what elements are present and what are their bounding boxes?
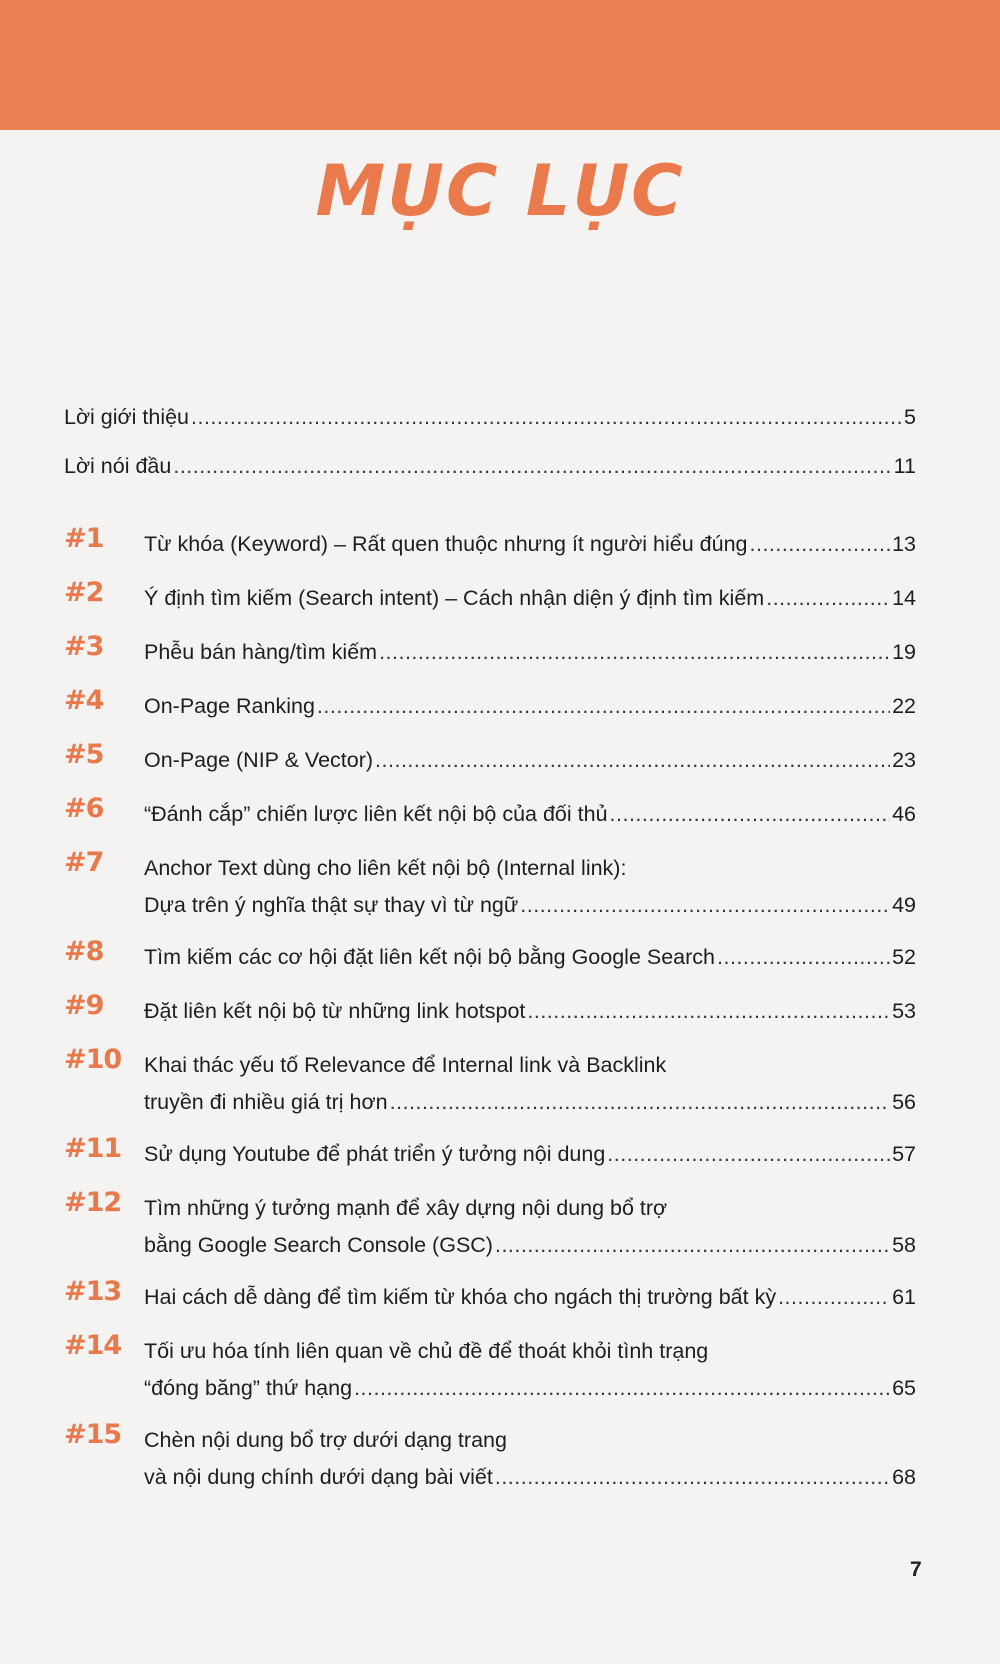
chapter-title: On-Page (NIP & Vector) (144, 748, 374, 772)
chapter-page: 22 (892, 694, 916, 718)
chapter-number: #14 (64, 1330, 122, 1361)
chapter-title: Tìm kiếm các cơ hội đặt liên kết nội bộ bằng Google Search (144, 945, 716, 969)
chapter-title: On-Page Ranking (144, 694, 315, 718)
chapter-title: Tối ưu hóa tính liên quan về chủ đề để thoát khỏi tình trạng (144, 1339, 709, 1363)
dot-leader (317, 689, 890, 723)
chapter-title: Phễu bán hàng/tìm kiếm (144, 640, 378, 664)
chapter-title-cont: truyền đi nhiều giá trị hơn (144, 1090, 388, 1114)
chapter-page: 61 (892, 1285, 916, 1309)
chapter-title: Từ khóa (Keyword) – Rất quen thuộc nhưng ít người hiểu đúng (144, 532, 748, 556)
chapter-page: 53 (892, 999, 916, 1023)
chapter-number: #12 (64, 1187, 122, 1218)
dot-leader (354, 1371, 890, 1405)
chapter-number: #6 (64, 793, 104, 824)
dot-leader (495, 1460, 890, 1494)
chapter-number: #3 (64, 631, 104, 662)
dot-leader (750, 527, 891, 561)
chapter-page: 68 (892, 1465, 916, 1489)
page-number: 7 (910, 1558, 922, 1581)
chapter-page: 58 (892, 1233, 916, 1257)
dot-leader (610, 797, 891, 831)
page-title: MỤC LỤC (315, 150, 685, 232)
chapter-number: #7 (64, 847, 104, 878)
dot-leader (390, 1085, 891, 1119)
chapter-number: #15 (64, 1419, 122, 1450)
chapter-number: #10 (64, 1044, 122, 1075)
chapter-title-cont: và nội dung chính dưới dạng bài viết (144, 1465, 493, 1489)
chapter-page: 52 (892, 945, 916, 969)
chapter-page: 14 (892, 586, 916, 610)
chapter-title: Ý định tìm kiếm (Search intent) – Cách nhận diện ý định tìm kiếm (144, 586, 765, 610)
chapter-page: 23 (892, 748, 916, 772)
dot-leader (375, 743, 890, 777)
toc-entry-intro-2[interactable] (64, 449, 916, 483)
dot-leader (766, 581, 890, 615)
chapter-title-cont: bằng Google Search Console (GSC) (144, 1233, 493, 1257)
chapter-number: #9 (64, 990, 104, 1021)
dot-leader (495, 1228, 890, 1262)
chapter-page: 49 (892, 893, 916, 917)
top-color-band (0, 0, 1000, 130)
chapter-number: #11 (64, 1133, 122, 1164)
toc-entry-title: Lời giới thiệu (64, 405, 190, 429)
dot-leader (173, 449, 891, 483)
chapter-title: “Đánh cắp” chiến lược liên kết nội bộ của đối thủ (144, 802, 608, 826)
dot-leader (717, 940, 890, 974)
dot-leader (520, 888, 890, 922)
chapter-title-cont: “đóng băng” thứ hạng (144, 1376, 353, 1400)
chapter-title: Đặt liên kết nội bộ từ những link hotspot (144, 999, 526, 1023)
dot-leader (379, 635, 890, 669)
toc-entry-page: 5 (904, 405, 916, 429)
chapter-number: #4 (64, 685, 104, 716)
chapter-number: #5 (64, 739, 104, 770)
chapter-number: #8 (64, 936, 104, 967)
chapter-title: Khai thác yếu tố Relevance để Internal link và Backlink (144, 1053, 667, 1077)
chapter-title: Sử dụng Youtube để phát triển ý tưởng nội dung (144, 1142, 606, 1166)
chapter-page: 56 (892, 1090, 916, 1114)
dot-leader (607, 1137, 890, 1171)
toc-entry-title: Lời nói đầu (64, 454, 172, 478)
chapter-page: 19 (892, 640, 916, 664)
chapter-page: 57 (892, 1142, 916, 1166)
chapter-number: #1 (64, 523, 104, 554)
chapter-page: 13 (892, 532, 916, 556)
toc-entry-intro-1[interactable] (64, 400, 916, 434)
chapter-title: Chèn nội dung bổ trợ dưới dạng trang (144, 1428, 507, 1452)
chapter-title: Tìm những ý tưởng mạnh để xây dựng nội dung bổ trợ (144, 1196, 668, 1220)
chapter-page: 46 (892, 802, 916, 826)
chapter-number: #13 (64, 1276, 122, 1307)
dot-leader (778, 1280, 890, 1314)
chapter-title: Hai cách dễ dàng để tìm kiếm từ khóa cho ngách thị trường bất kỳ (144, 1285, 777, 1309)
toc-entry-page: 11 (893, 454, 916, 478)
chapter-title-cont: Dựa trên ý nghĩa thật sự thay vì từ ngữ (144, 893, 519, 917)
chapter-number: #2 (64, 577, 104, 608)
dot-leader (527, 994, 890, 1028)
chapter-title: Anchor Text dùng cho liên kết nội bộ (Internal link): (144, 856, 627, 880)
dot-leader (191, 400, 902, 434)
chapter-page: 65 (892, 1376, 916, 1400)
